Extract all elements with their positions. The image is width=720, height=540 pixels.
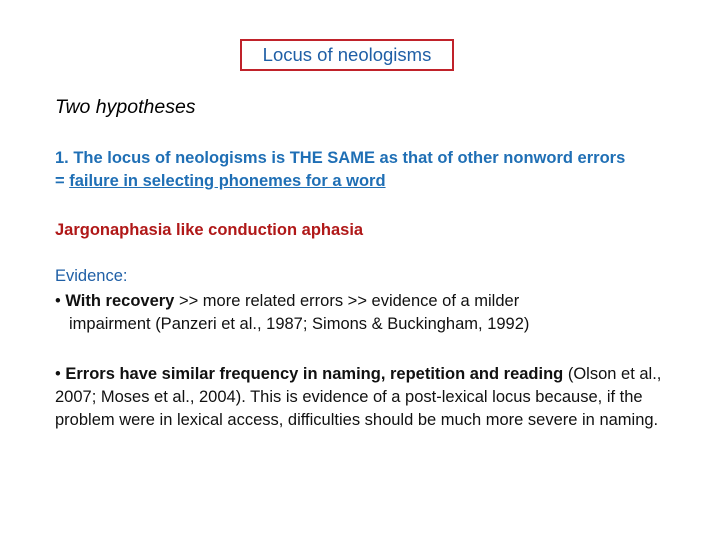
bullet-item-errors [55,363,665,432]
slide-title-text: Locus of neologisms [262,44,432,65]
jargonaphasia-heading: Jargonaphasia like conduction aphasia [55,221,364,239]
hypothesis-1-prefix: = [55,172,70,190]
bullet-1-bold: With recovery [65,292,175,310]
bullet-item-recovery [55,290,665,336]
subtitle: Two hypotheses [55,96,196,118]
bullet-1-marker: • [55,292,61,310]
hypothesis-1-line1: 1. The locus of neologisms is THE SAME as that of other nonword errors [55,149,626,167]
hypothesis-1-line2 [55,170,665,193]
slide-title [240,39,454,71]
hypothesis-1-underlined: failure in selecting phonemes for a word [69,172,386,190]
bullet-2-rest: (Olson et al., 2007; Moses et al., 2004). This is evidence of a post-lexical locus because, if the problem were in lexical access, difficulties should be much more severe in naming. [55,365,662,429]
bullet-2-marker: • [55,365,61,383]
evidence-label: Evidence: [55,267,128,285]
bullet-2-bold: Errors have similar frequency in naming, repetition and reading [65,365,564,383]
bullet-1-line1 [55,290,665,313]
bullet-1-line2: impairment (Panzeri et al., 1987; Simons & Buckingham, 1992) [69,315,530,333]
hypothesis-1 [55,147,665,193]
bullet-1-rest: >> more related errors >> evidence of a milder [174,292,520,310]
